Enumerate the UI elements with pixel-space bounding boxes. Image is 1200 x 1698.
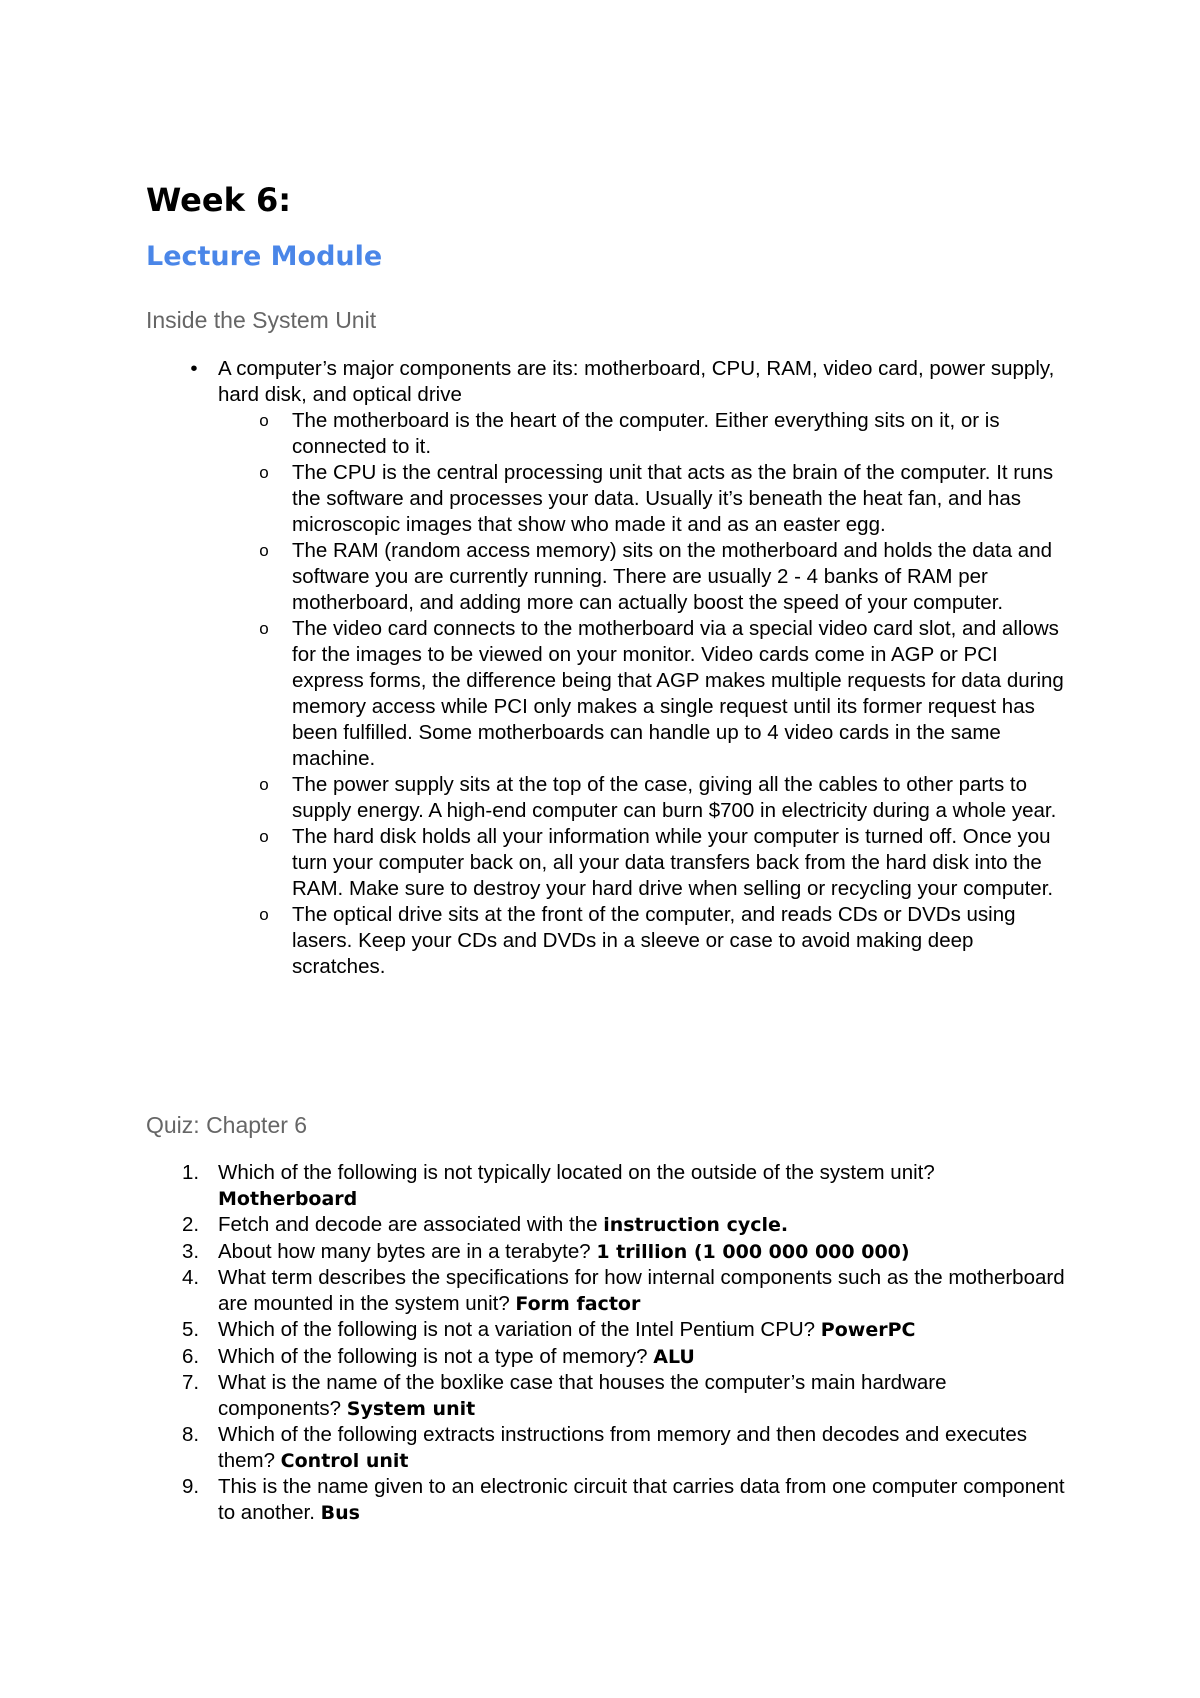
component-text: The power supply sits at the top of the case, giving all the cables to other parts to supply energy. A high-end computer can burn $700 in electricity during a whole year.: [292, 773, 1057, 822]
quiz-number: 9.: [182, 1475, 200, 1498]
quiz-question: Which of the following extracts instructions from memory and then decodes and executes them?: [218, 1423, 1028, 1472]
component-item-ram: [218, 538, 1066, 616]
quiz-number: 3.: [182, 1239, 200, 1263]
sub-bullet-icon: o: [259, 541, 269, 560]
quiz-question: Which of the following is not a type of memory?: [218, 1344, 654, 1368]
components-intro-text: A computer’s major components are its: motherboard, CPU, RAM, video card, power supply, hard disk, and optical drive: [218, 357, 1055, 406]
quiz-number: 6.: [182, 1344, 200, 1368]
quiz-answer: System unit: [346, 1397, 476, 1420]
quiz-answer: PowerPC: [820, 1319, 916, 1341]
component-item-hard-disk: [218, 824, 1066, 902]
quiz-question: Which of the following is not a variation of the Intel Pentium CPU?: [218, 1318, 821, 1341]
quiz-item: [146, 1370, 1066, 1422]
section-heading-inside-system-unit: Inside the System Unit: [146, 307, 377, 333]
component-text: The RAM (random access memory) sits on the motherboard and holds the data and software you are currently running. There are usually 2 - 4 banks of RAM per motherboard, and adding more can actually boost the speed of your computer.: [292, 539, 1053, 614]
quiz-item: [146, 1317, 1066, 1344]
quiz-question: What term describes the specifications for how internal components such as the motherboard are mounted in the system unit?: [218, 1266, 1065, 1315]
quiz-answer: 1 trillion (1 000 000 000 000): [596, 1240, 910, 1263]
components-intro-item: [146, 356, 1066, 980]
quiz-answer: ALU: [653, 1345, 695, 1368]
quiz-item: [146, 1160, 1066, 1212]
quiz-question: Fetch and decode are associated with the: [218, 1213, 604, 1236]
quiz-number: 2.: [182, 1213, 200, 1236]
components-bullet-list: [146, 356, 1066, 980]
component-text: The optical drive sits at the front of the computer, and reads CDs or DVDs using lasers. Keep your CDs and DVDs in a sleeve or case to avoid making deep scratches.: [292, 903, 1016, 978]
quiz-answer: instruction cycle.: [603, 1214, 789, 1236]
quiz-question: This is the name given to an electronic circuit that carries data from one computer component to another.: [218, 1475, 1065, 1524]
module-heading: Lecture Module: [146, 241, 383, 272]
quiz-item: [146, 1422, 1066, 1474]
sub-bullet-icon: o: [259, 775, 269, 794]
component-text: The CPU is the central processing unit that acts as the brain of the computer. It runs the software and processes your data. Usually it’s beneath the heat fan, and has microscopic images that show who made it and as an easter egg.: [292, 461, 1054, 536]
quiz-number: 5.: [182, 1318, 200, 1341]
quiz-question: About how many bytes are in a terabyte?: [218, 1239, 597, 1263]
quiz-answer: Motherboard: [218, 1187, 358, 1210]
quiz-question: What is the name of the boxlike case that houses the computer’s main hardware components?: [218, 1371, 947, 1420]
quiz-list: [146, 1160, 1066, 1526]
components-sublist: [218, 408, 1066, 980]
quiz-answer: Control unit: [280, 1449, 409, 1472]
component-text: The hard disk holds all your information while your computer is turned off. Once you turn your computer back on, all your data transfers back from the hard disk into the RAM. Make sure to destroy your hard drive when selling or recycling your computer.: [292, 825, 1054, 900]
component-text: The video card connects to the motherboard via a special video card slot, and allows for the images to be viewed on your monitor. Video cards come in AGP or PCI express forms, the difference being that AGP makes multiple requests for data during memory access while PCI only makes a single request until its former request has been fulfilled. Some motherboards can handle up to 4 video cards in the same machine.: [292, 617, 1064, 770]
quiz-number: 4.: [182, 1266, 200, 1289]
component-item-power-supply: [218, 772, 1066, 824]
quiz-number: 8.: [182, 1423, 200, 1446]
quiz-item: [146, 1344, 1066, 1371]
quiz-question: Which of the following is not typically located on the outside of the system unit?: [218, 1161, 935, 1184]
quiz-number: 1.: [182, 1161, 200, 1184]
component-item-optical-drive: [218, 902, 1066, 980]
sub-bullet-icon: o: [259, 827, 269, 846]
sub-bullet-icon: o: [259, 463, 269, 482]
quiz-item: [146, 1265, 1066, 1317]
sub-bullet-icon: o: [259, 411, 269, 430]
component-item-cpu: [218, 460, 1066, 538]
quiz-number: 7.: [182, 1371, 200, 1394]
quiz-item: [146, 1212, 1066, 1239]
component-item-motherboard: [218, 408, 1066, 460]
quiz-item: [146, 1239, 1066, 1266]
sub-bullet-icon: o: [259, 619, 269, 638]
page-title: Week 6:: [146, 181, 292, 219]
quiz-answer: Bus: [320, 1501, 360, 1524]
bullet-icon: •: [190, 357, 198, 380]
component-text: The motherboard is the heart of the computer. Either everything sits on it, or is connected to it.: [292, 409, 1000, 458]
section-heading-quiz: Quiz: Chapter 6: [146, 1112, 308, 1138]
sub-bullet-icon: o: [259, 905, 269, 924]
quiz-answer: Form factor: [515, 1292, 641, 1315]
quiz-item: [146, 1474, 1066, 1526]
component-item-video-card: [218, 616, 1066, 772]
